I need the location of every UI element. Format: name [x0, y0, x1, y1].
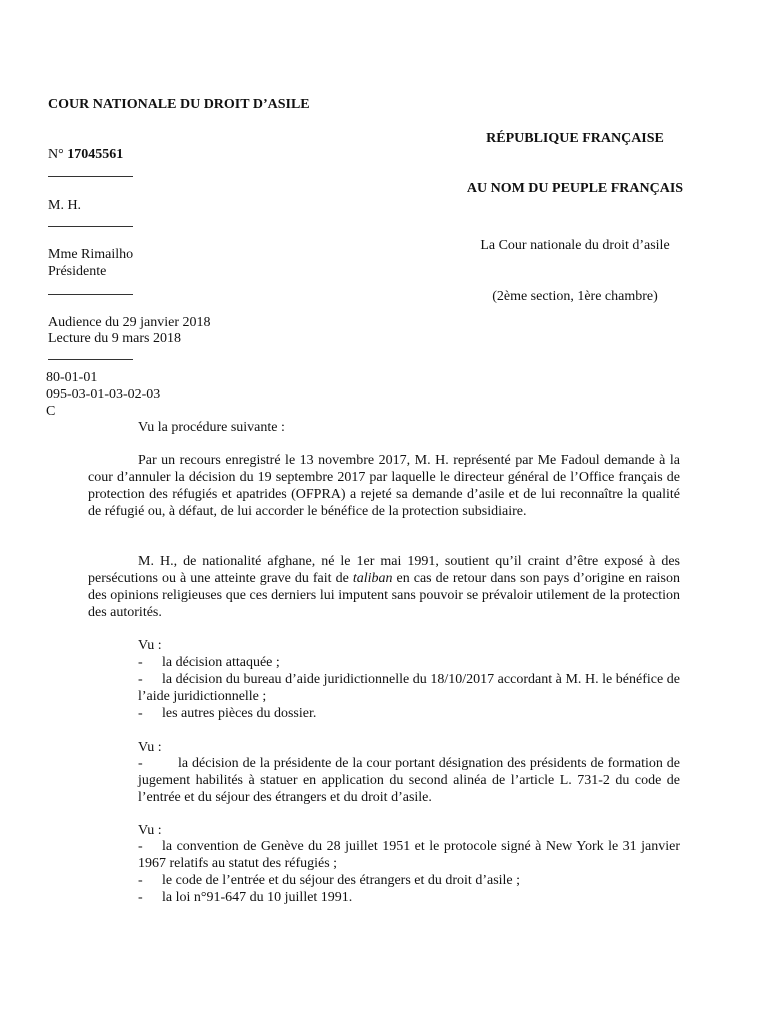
list-item: - la décision attaquée ; — [138, 655, 280, 670]
people-title: AU NOM DU PEUPLE FRANÇAIS — [466, 181, 684, 196]
list-item: - les autres pièces du dossier. — [138, 706, 317, 721]
republic-title: RÉPUBLIQUE FRANÇAISE — [486, 131, 664, 146]
list-item-text: la décision du bureau d’aide juridictionnelle du 18/10/2017 accordant à M. H. le bénéfice de l’aide juridictionnelle ; — [138, 672, 680, 704]
list-item: - la décision du bureau d’aide juridictionnelle du 18/10/2017 accordant à M. H. le bénéfice de l’aide juridictionnelle ; — [138, 672, 680, 704]
divider — [48, 359, 133, 360]
divider — [48, 294, 133, 295]
list-item-text: la décision de la présidente de la cour portant désignation des présidents de formation de jugement habilités à statuer en application du second alinéa de l’article L. 731-2 du code de l’entrée et du séjour des étrangers et du droit d’asile. — [138, 756, 680, 805]
list-item-text: la décision attaquée ; — [162, 655, 280, 670]
vu-label: Vu : — [138, 823, 162, 838]
hearing-date: Audience du 29 janvier 2018 — [48, 315, 211, 330]
vu-label: Vu : — [138, 740, 162, 755]
court-line: La Cour nationale du droit d’asile — [480, 238, 670, 253]
list-item: - la loi n°91-647 du 10 juillet 1991. — [138, 890, 353, 905]
divider — [48, 176, 133, 177]
list-item-text: les autres pièces du dossier. — [162, 706, 317, 721]
party-name: M. H. — [48, 198, 82, 213]
list-item: - la convention de Genève du 28 juillet 1951 et le protocole signé à New York le 31 janvier 1967 relatifs au statut des réfugiés ; — [138, 839, 680, 871]
classification-code: 095-03-01-03-02-03 — [46, 387, 161, 402]
paragraph: Par un recours enregistré le 13 novembre 2017, M. H. représenté par Me Fadoul demande à la cour d’annuler la décision du 19 septembre 2017 par laquelle le directeur général de l’Office français de protection des réfugiés et apatrides (OFPRA) a rejeté sa demande d’asile et de lui reconnaître la qualité de réfugié ou, à défaut, de lui accorder le bénéfice de la protection subsidiaire. — [88, 453, 680, 519]
procedure-heading: Vu la procédure suivante : — [138, 420, 285, 435]
classification-code: 80-01-01 — [46, 370, 98, 385]
classification-code: C — [46, 404, 56, 419]
list-item-text: la convention de Genève du 28 juillet 1951 et le protocole signé à New York le 31 janvier 1967 relatifs au statut des réfugiés ; — [138, 839, 680, 871]
paragraph-text: en cas de retour dans son pays d’origine en raison des opinions religieuses que ces derniers lui imputent sans pouvoir se prévaloir utilement de la protection des autorités. — [88, 571, 680, 620]
judge-name: Mme Rimailho — [48, 247, 134, 262]
case-number-prefix: N° — [48, 147, 68, 162]
list-item-text: la loi n°91-647 du 10 juillet 1991. — [162, 890, 353, 905]
paragraph — [88, 553, 680, 621]
judge-role: Présidente — [48, 264, 107, 279]
court-name: COUR NATIONALE DU DROIT D’ASILE — [48, 97, 310, 112]
divider — [48, 226, 133, 227]
reading-date: Lecture du 9 mars 2018 — [48, 331, 181, 346]
list-item: - le code de l’entrée et du séjour des étrangers et du droit d’asile ; — [138, 873, 521, 888]
list-item: - la décision de la présidente de la cour portant désignation des présidents de formation de jugement habilités à statuer en application du second alinéa de l’article L. 731-2 du code de l’entrée et du séjour des étrangers et du droit d’asile. — [138, 756, 680, 805]
case-number-value: 17045561 — [67, 147, 124, 162]
paragraph-italic: taliban — [352, 571, 393, 586]
list-item-text: le code de l’entrée et du séjour des étrangers et du droit d’asile ; — [162, 873, 521, 888]
paragraph-text: M. H., de nationalité afghane, né le 1er mai 1991, soutient qu’il craint d’être exposé à des persécutions ou à une atteinte grave du fait de — [88, 554, 680, 586]
vu-label: Vu : — [138, 638, 162, 653]
case-number — [48, 146, 123, 163]
chamber: (2ème section, 1ère chambre) — [492, 289, 658, 304]
